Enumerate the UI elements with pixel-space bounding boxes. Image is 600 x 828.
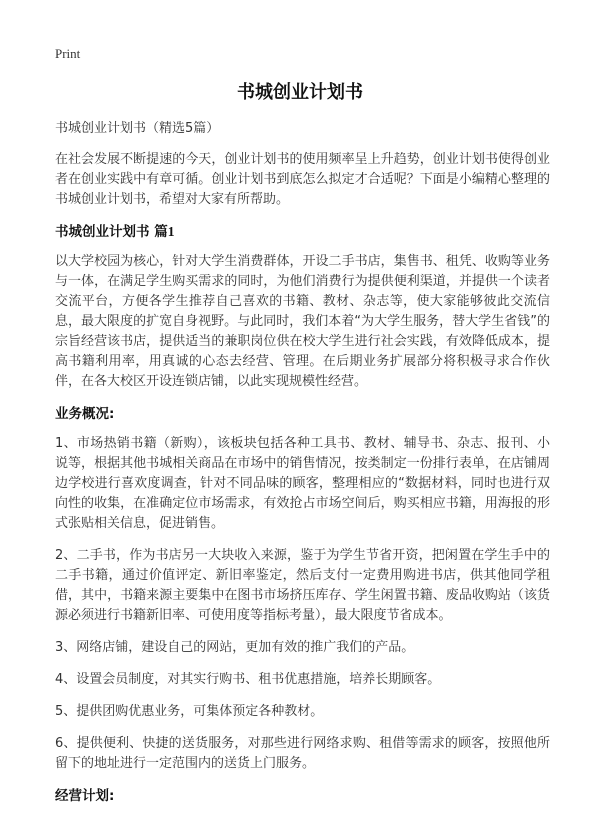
overview-item-6: 6、提供便利、快捷的送货服务，对那些进行网络求购、租借等需求的顾客，按照他所留下的地址进行一定范围内的送货上门服务。 xyxy=(55,736,550,771)
business-plan-heading: 经营计划: xyxy=(55,788,115,804)
section-1-heading xyxy=(55,222,550,242)
overview-item-4: 4、设置会员制度，对其实行购书、租书优惠措施，培养长期顾客。 xyxy=(55,672,441,687)
overview-item-3: 3、网络店铺，建设自己的网站，更加有效的推广我们的产品。 xyxy=(55,640,415,655)
overview-item-5: 5、提供团购优惠业务，可集体预定各种教材。 xyxy=(55,704,324,719)
intro-paragraph: 在社会发展不断提速的今天，创业计划书的使用频率呈上升趋势，创业计划书使得创业者在创业实践中有章可循。创业计划书到底怎么拟定才合适呢？下面是小编精心整理的书城创业计划书，希望对大家有所帮助。 xyxy=(55,152,550,207)
section-1-heading-number: 1 xyxy=(167,224,175,239)
document-body xyxy=(55,120,550,816)
overview-item-2: 2、二手书，作为书店另一大块收入来源，鉴于为学生节省开资，把闲置在学生手中的二手书籍，通过价值评定、新旧率鉴定，然后支付一定费用购进书店，供其他同学租借，其中，书籍来源主要集中在图书市场挤压库存、学生闲置书籍、废品收购站（该货源必须进行书籍新旧率、可使用度等指标考量），最大限度节省成本。 xyxy=(55,548,550,623)
business-overview-heading: 业务概况: xyxy=(55,406,115,422)
section-1-paragraph: 以大学校园为核心，针对大学生消费群体，开设二手书店，集售书、租凭、收购等业务与一体，在满足学生购买需求的同时，为他们消费行为提供便利渠道，并提供一个读者交流平台，方便各学生推荐自己喜欢的书籍、教材、杂志等，使大家能够彼此交流信息，最大限度的扩宽自身视野。与此同时，我们本着“为大学生服务，替大学生省钱”的宗旨经营该书店，提供适当的兼职岗位供在校大学生进行社会实践，有效降低成本，提高书籍利用率，用真诚的心态去经营、管理。在后期业务扩展部分将积极寻求合作伙伴，在各大校区开设连锁店铺，以此实现规模性经营。 xyxy=(55,254,550,389)
print-link[interactable]: Print xyxy=(55,46,81,61)
page-title: 书城创业计划书 xyxy=(237,82,363,103)
section-1-heading-text: 书城创业计划书 篇 xyxy=(55,224,168,240)
document-subtitle: 书城创业计划书（精选5篇） xyxy=(55,121,220,136)
overview-item-1: 1、市场热销书籍（新购），该板块包括各种工具书、教材、辅导书、杂志、报刊、小说等，根据其他书城相关商品在市场中的销售情况，按类制定一份排行表单，在店铺周边学校进行喜欢度调查，针对不同品味的顾客，整理相应的“数据材料，同时也进行双向性的收集，在准确定位市场需求，有效抢占市场空间后，购买相应书籍，用海报的形式张贴相关信息，促进销售。 xyxy=(55,436,550,531)
